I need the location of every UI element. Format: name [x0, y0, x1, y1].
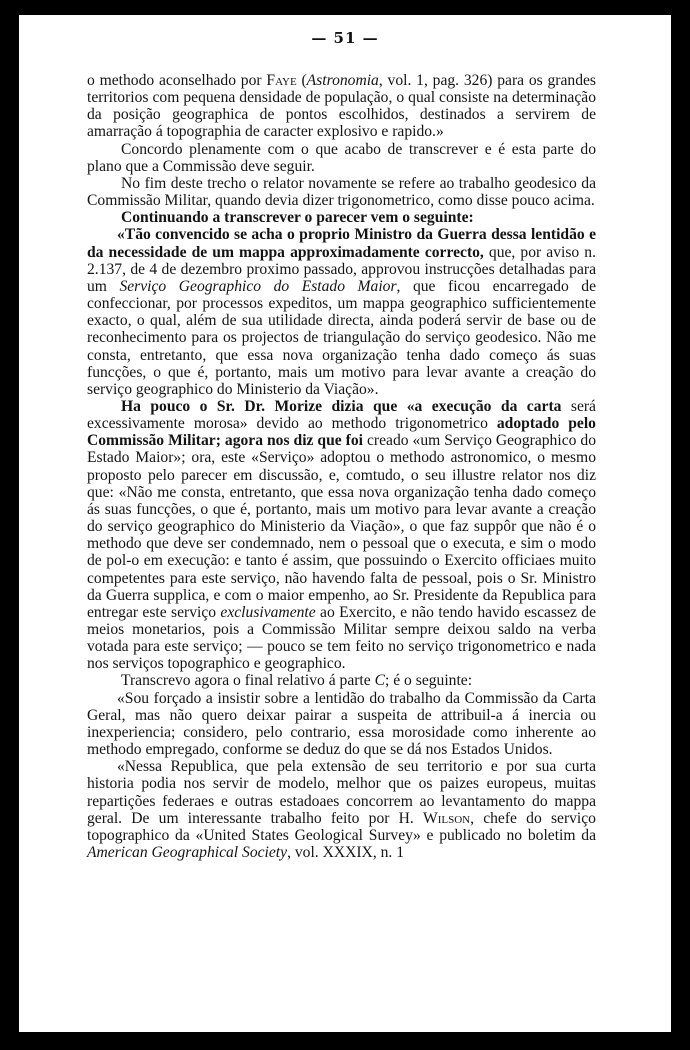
- text-run: Faye: [266, 72, 297, 89]
- paragraph: [87, 175, 596, 209]
- text-run: Concordo plenamente com o que acabo de transcrever e é esta parte do plano que a Commissão deve seguir.: [87, 140, 596, 175]
- text-run: , vol. 1, pag. 326) para os grandes territorios com pequena densidade de população, o qual consiste na determinação da posição geographica de pontos escolhidos, destinados a servirem de amarração á topographia de caracter explosivo e rapido.»: [87, 72, 596, 141]
- document-page: [19, 15, 671, 1032]
- text-run: Ha pouco o Sr. Dr. Morize dizia que «a execução da carta: [121, 397, 562, 415]
- text-run: , vol. XXXIX, n. 1: [287, 844, 405, 862]
- text-run: Continuando a transcrever o parecer vem o seguinte:: [121, 209, 474, 227]
- body-text: [87, 72, 596, 861]
- text-run: ; é o seguinte:: [385, 672, 473, 690]
- text-run: , que ficou encarregado de confeccionar, por processos expeditos, um mappa geographico sufficientemente exacto, o qual, além de sua utilidade directa, ainda poderá servir de base ou de reconhecimento para os projectos de triangulação do serviço geodesico. Não me consta, entretanto, que essa nova organização tenha dado começo ás suas funcções, o que é, portanto, mais um motivo para levar avante a creação do serviço geographico do Ministerio da Viação».: [87, 277, 596, 398]
- text-run: o methodo aconselhado por: [87, 72, 267, 89]
- text-run: exclusivamente: [220, 603, 316, 621]
- paragraph: [87, 72, 596, 141]
- text-run: No fim deste trecho o relator novamente se refere ao trabalho geodesico da Commissão Militar, quando devia dizer trigonometrico, como disse pouco acima.: [87, 174, 596, 210]
- paragraph: [87, 690, 596, 759]
- text-run: American Geographical Society: [87, 844, 288, 862]
- text-run: que, por aviso n. 2.137, de 4 de dezembro proximo passado, approvou instrucções detalhadas para um: [87, 243, 596, 295]
- text-run: Transcrevo agora o final relativo á parte: [121, 672, 375, 690]
- text-run: , chefe do serviço topographico da «United States Geological Survey» e publicado no boletim da: [87, 809, 596, 844]
- paragraph: [87, 672, 596, 689]
- paragraph: [87, 758, 596, 861]
- text-run: C: [374, 672, 385, 690]
- page-number: — 51 —: [311, 29, 379, 47]
- text-run: Astronomia: [306, 72, 379, 89]
- text-run: adoptado pelo Commissão Militar; agora nos diz que foi: [87, 415, 596, 450]
- paragraph: [87, 209, 596, 226]
- text-run: creado «um Serviço Geographico do Estado Maior»; ora, este «Serviço» adoptou o methodo astronomico, o mesmo proposto pelo parecer em discussão, e, comtudo, o seu illustre relator nos diz que: «Não me consta, entretanto, que essa nova organização tenha dado começo ás suas funcções, o que é, portanto, mais um motivo para levar avante a creação do serviço geographico do Ministerio da Viação», o que faz suppôr que não é o methodo que deve ser condemnado, nem o pessoal que o executa, e sim o modo de pol-o em execução: e tanto é assim, que possuindo o Exercito officiaes muito competentes para este serviço, não havendo falta de pessoal, pois o Sr. Ministro da Guerra supplica, e com o maior empenho, ao Sr. Presidente da Republica para entregar este serviço: [87, 432, 596, 621]
- text-run: Wilson: [423, 809, 471, 827]
- paragraph: [87, 398, 596, 673]
- text-run: ao Exercito, e não tendo havido escassez de meios monetarios, pois a Commissão Militar sempre deixou saldo na verba votada para este serviço; — pouco se tem feito no serviço trigonometrico e nada nos serviços topographico e geographico.: [87, 603, 596, 673]
- paragraph: [87, 141, 596, 175]
- text-run: será excessivamente morosa» devido ao methodo trigonometrico: [87, 397, 596, 433]
- text-run: Serviço Geographico do Estado Maior: [119, 277, 397, 295]
- text-run: «Nessa Republica, que pela extensão de seu territorio e por sua curta historia podia nos servir de modelo, melhor que os paizes europeus, muitas repartições federaes e outras estadoaes concorrem ao levantamento do mappa geral. De um interessante trabalho feito por H.: [87, 758, 596, 827]
- text-run: «Sou forçado a insistir sobre a lentidão do trabalho da Commissão da Carta Geral, mas não quero deixar pairar a suspeita de attribuil-a á inercia ou inexperiencia; considero, pelo contrario, essa morosidade como inherente ao methodo empregado, conforme se deduz do que se dá nos Estados Unidos.: [87, 689, 596, 759]
- text-run: (: [296, 72, 307, 89]
- paragraph: [87, 226, 596, 398]
- text-run: «Tão convencido se acha o proprio Ministro da Guerra dessa lentidão e da necessidade de um mappa approximadamente correcto,: [87, 226, 596, 261]
